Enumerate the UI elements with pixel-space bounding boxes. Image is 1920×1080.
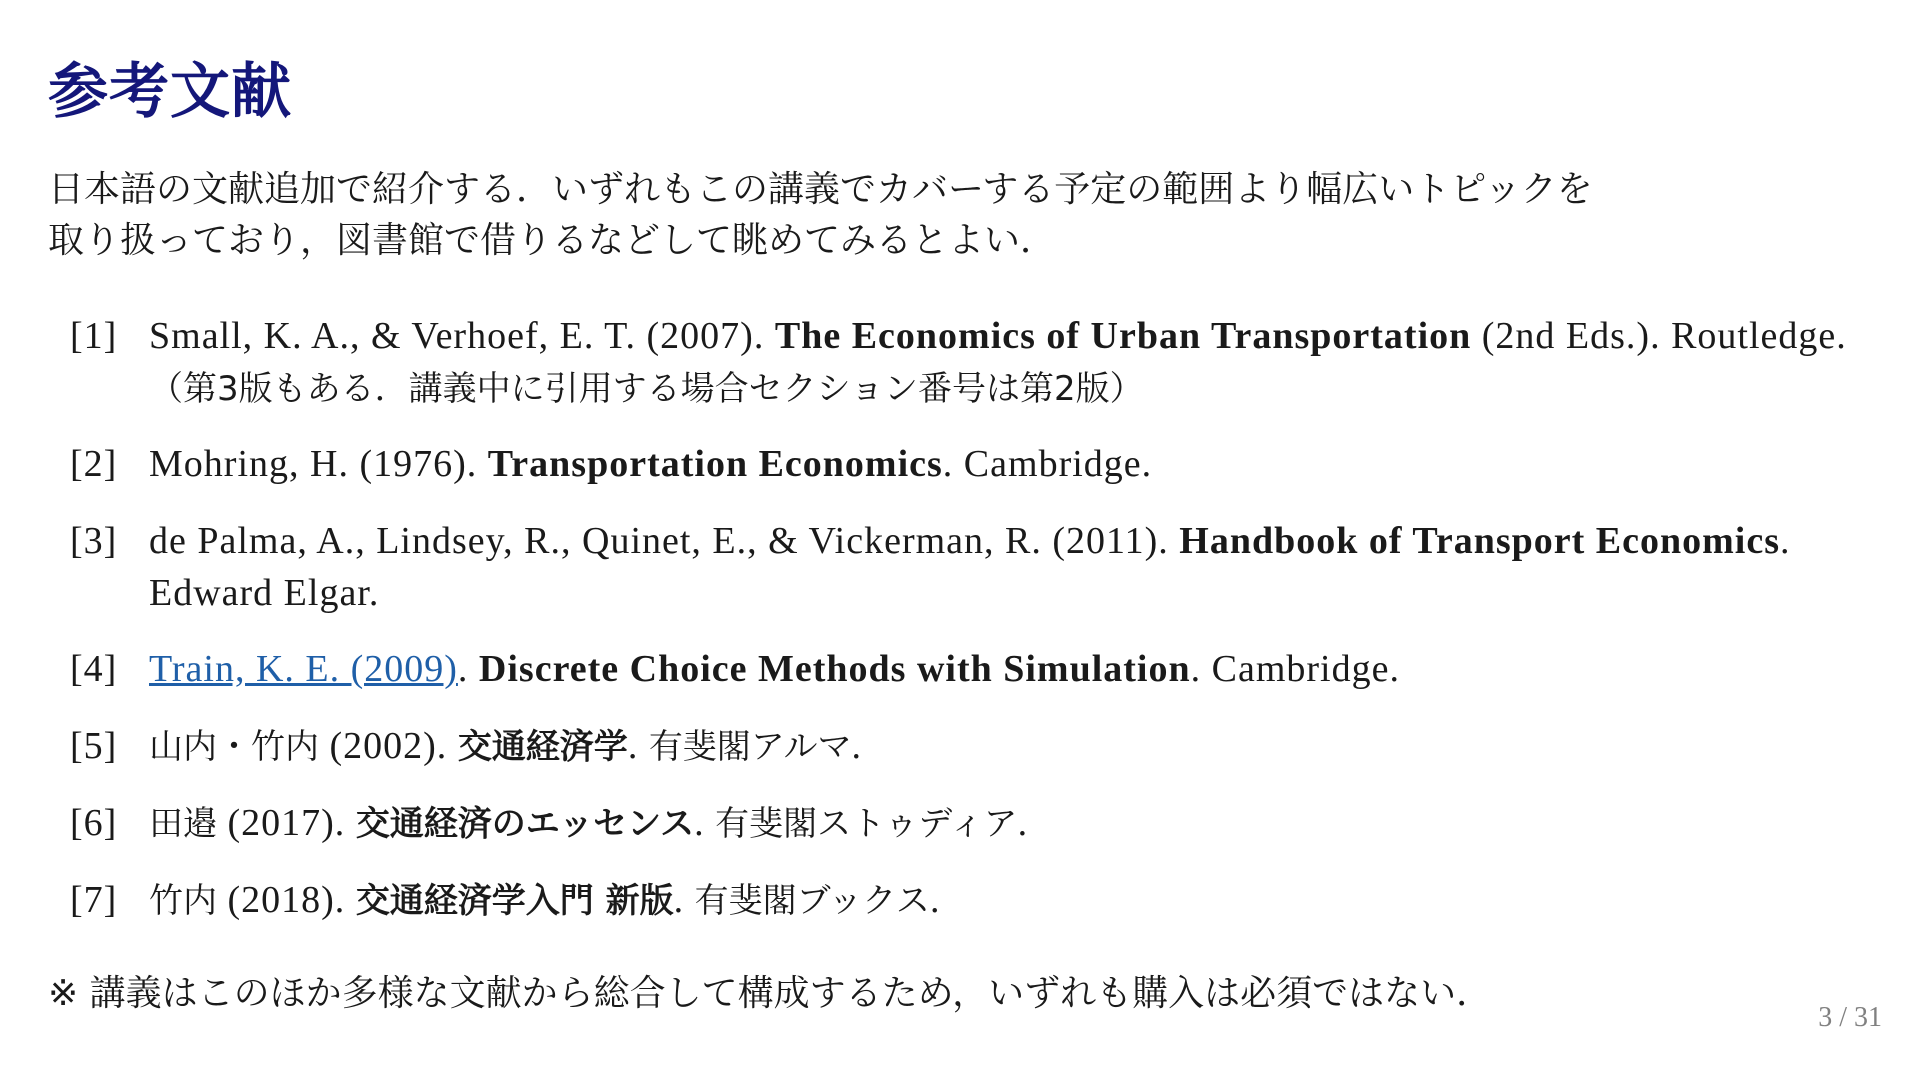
intro-text: [48, 164, 1878, 266]
reference-separator: .: [627, 725, 649, 767]
reference-body: [149, 643, 1849, 695]
reference-end: .: [851, 725, 862, 767]
reference-title: Handbook of Transport Economics: [1179, 520, 1781, 562]
reference-body: [149, 310, 1849, 415]
reference-year: (2017).: [217, 802, 356, 844]
intro-line-2: 取り扱っており，図書館で借りるなどして眺めてみるとよい．: [48, 220, 1057, 261]
reference-title: 交通経済学入門 新版: [355, 881, 674, 921]
reference-publisher: 有斐閣アルマ: [648, 727, 852, 767]
reference-body: [149, 515, 1849, 619]
reference-end: .: [1017, 802, 1029, 844]
footnote: ※ 講義はこのほか多様な文献から総合して構成するため，いずれも購入は必須ではない．: [48, 973, 1493, 1014]
reference-title: 交通経済学: [457, 727, 628, 767]
reference-title: 交通経済のエッセンス: [355, 804, 695, 844]
reference-number: [7]: [70, 879, 118, 921]
reference-title: The Economics of Urban Transportation: [774, 315, 1472, 357]
reference-note: （第3版もある．講義中に引用する場合セクション番号は第2版）: [149, 369, 1144, 409]
reference-details: . Cambridge.: [1190, 648, 1400, 690]
page-number: 3 / 31: [1818, 1002, 1882, 1033]
reference-number: [2]: [70, 443, 118, 485]
reference-year: (2018).: [217, 879, 356, 921]
reference-body: [149, 720, 1849, 773]
reference-number: [5]: [70, 725, 118, 767]
reference-details: . Edward Elgar.: [149, 520, 1791, 614]
reference-body: [149, 438, 1849, 490]
reference-authors: 山内・竹内: [149, 727, 319, 767]
reference-link[interactable]: Train, K. E. (2009): [149, 648, 458, 690]
reference-number: [6]: [70, 802, 118, 844]
reference-details: . Cambridge.: [942, 443, 1153, 485]
reference-number: [3]: [70, 520, 118, 562]
reference-publisher: 有斐閣ストゥディア: [715, 804, 1018, 844]
reference-title: Discrete Choice Methods with Simulation: [478, 648, 1191, 690]
reference-authors: Small, K. A., & Verhoef, E. T. (2007).: [149, 315, 775, 357]
slide-title: 参考文献: [48, 57, 292, 127]
reference-separator: .: [457, 648, 479, 690]
reference-separator: .: [673, 879, 695, 921]
intro-line-1: 日本語の文献追加で紹介する．いずれもこの講義でカバーする予定の範囲より幅広いトピックを: [48, 169, 1593, 210]
reference-publisher: 有斐閣ブックス: [694, 881, 930, 921]
reference-details: (2nd Eds.). Routledge.: [1471, 315, 1847, 357]
reference-title: Transportation Economics: [487, 443, 943, 485]
reference-separator: .: [694, 802, 716, 844]
reference-authors: 田邉: [149, 804, 217, 844]
reference-number: [4]: [70, 648, 118, 690]
reference-year: (2002).: [319, 725, 458, 767]
reference-body: [149, 874, 1849, 927]
reference-authors: de Palma, A., Lindsey, R., Quinet, E., & Vickerman, R. (2011).: [149, 520, 1180, 562]
reference-number: [1]: [70, 315, 118, 357]
reference-body: [149, 797, 1849, 850]
reference-end: .: [929, 879, 941, 921]
reference-authors: 竹内: [149, 881, 217, 921]
reference-authors: Mohring, H. (1976).: [149, 443, 488, 485]
